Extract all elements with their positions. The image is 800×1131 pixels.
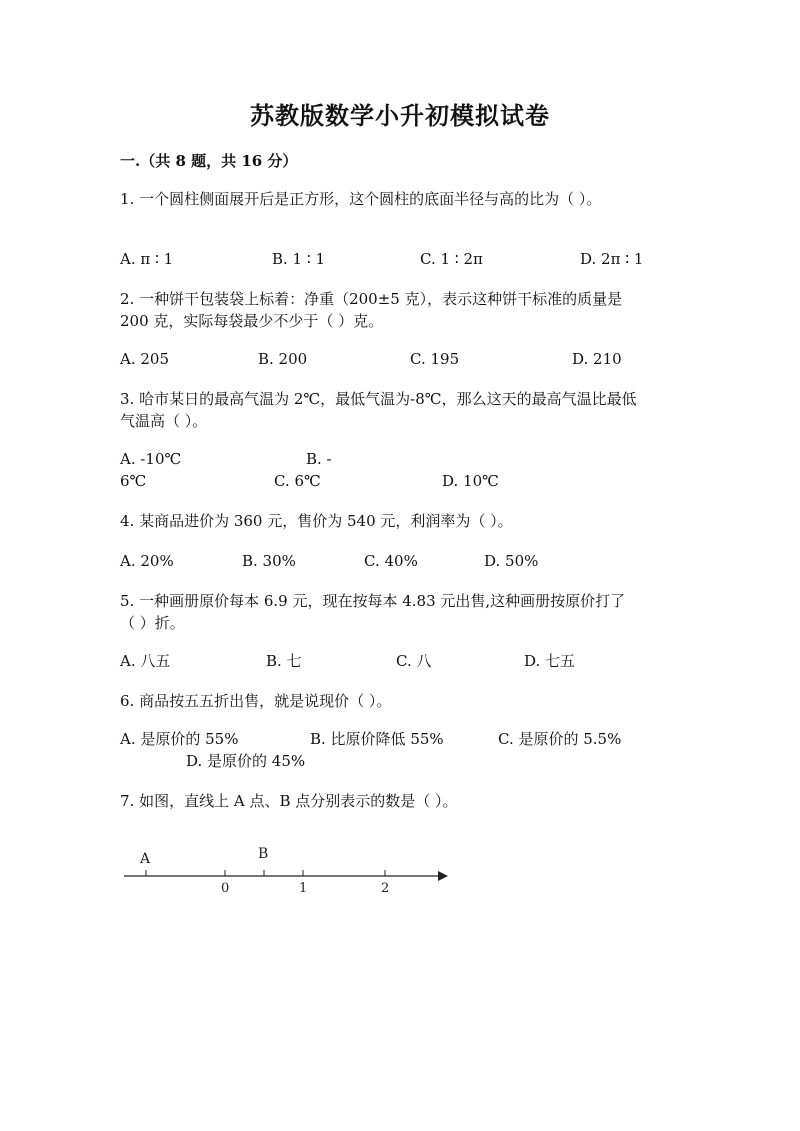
question-4-option-d: D. 50% — [484, 552, 539, 570]
question-6-text: 6. 商品按五五折出售，就是说现价（ ）。 — [120, 692, 392, 710]
question-5-option-a: A. 八五 — [120, 652, 171, 670]
tick-label-0: 0 — [221, 881, 230, 896]
question-5-option-d: D. 七五 — [524, 652, 576, 670]
tick-label-1: 1 — [299, 881, 308, 896]
number-line-figure — [120, 840, 450, 900]
tick-label-2: 2 — [381, 881, 390, 896]
question-1-option-c: C. 1 ∶ 2π — [420, 250, 483, 268]
question-2-option-c: C. 195 — [410, 350, 460, 368]
question-6-option-c: C. 是原价的 5.5% — [498, 730, 622, 748]
question-1-option-a: A. π ∶ 1 — [120, 250, 174, 268]
question-4-text: 4. 某商品进价为 360 元，售价为 540 元，利润率为（ ）。 — [120, 512, 513, 530]
question-1-option-d: D. 2π ∶ 1 — [580, 250, 644, 268]
question-6-option-a: A. 是原价的 55% — [120, 730, 239, 748]
question-5-text-line2: （ ）折。 — [120, 614, 185, 632]
question-2-option-b: B. 200 — [258, 350, 308, 368]
question-3-option-d: D. 10℃ — [442, 472, 499, 490]
question-2-option-a: A. 205 — [120, 350, 169, 368]
question-6-option-b: B. 比原价降低 55% — [310, 730, 444, 748]
question-2-option-d: D. 210 — [572, 350, 622, 368]
question-2-text-line1: 2. 一种饼干包装袋上标着：净重（200±5 克），表示这种饼干标准的质量是 — [120, 290, 623, 308]
question-2-text-line2: 200 克，实际每袋最少不少于（ ）克。 — [120, 312, 384, 330]
question-6-option-d: D. 是原价的 45% — [186, 752, 306, 770]
question-4-option-c: C. 40% — [364, 552, 418, 570]
question-1-option-b: B. 1 ∶ 1 — [272, 250, 326, 268]
question-3-option-c: C. 6℃ — [274, 472, 321, 490]
question-4-option-a: A. 20% — [120, 552, 174, 570]
question-7-text: 7. 如图，直线上 A 点、B 点分别表示的数是（ ）。 — [120, 792, 458, 810]
question-5-option-b: B. 七 — [266, 652, 302, 670]
section-heading: 一.（共 8 题，共 16 分） — [120, 152, 298, 170]
number-line-arrow-icon — [438, 871, 448, 881]
question-1-text: 1. 一个圆柱侧面展开后是正方形，这个圆柱的底面半径与高的比为（ ）。 — [120, 190, 602, 208]
question-3-text-line2: 气温高（ ）。 — [120, 412, 208, 430]
question-4-option-b: B. 30% — [242, 552, 296, 570]
question-5-text-line1: 5. 一种画册原价每本 6.9 元，现在按每本 4.83 元出售,这种画册按原价打了 — [120, 592, 626, 610]
question-5-option-c: C. 八 — [396, 652, 432, 670]
point-label-a: A — [140, 851, 151, 867]
page-title: 苏教版数学小升初模拟试卷 — [250, 101, 550, 130]
question-3-option-b: B. - — [306, 450, 332, 468]
question-3-option-a: A. -10℃ — [120, 450, 182, 468]
question-3-option-b-continued: 6℃ — [120, 472, 147, 490]
point-label-b: B — [258, 846, 269, 862]
question-3-text-line1: 3. 哈市某日的最高气温为 2℃，最低气温为-8℃，那么这天的最高气温比最低 — [120, 390, 637, 408]
